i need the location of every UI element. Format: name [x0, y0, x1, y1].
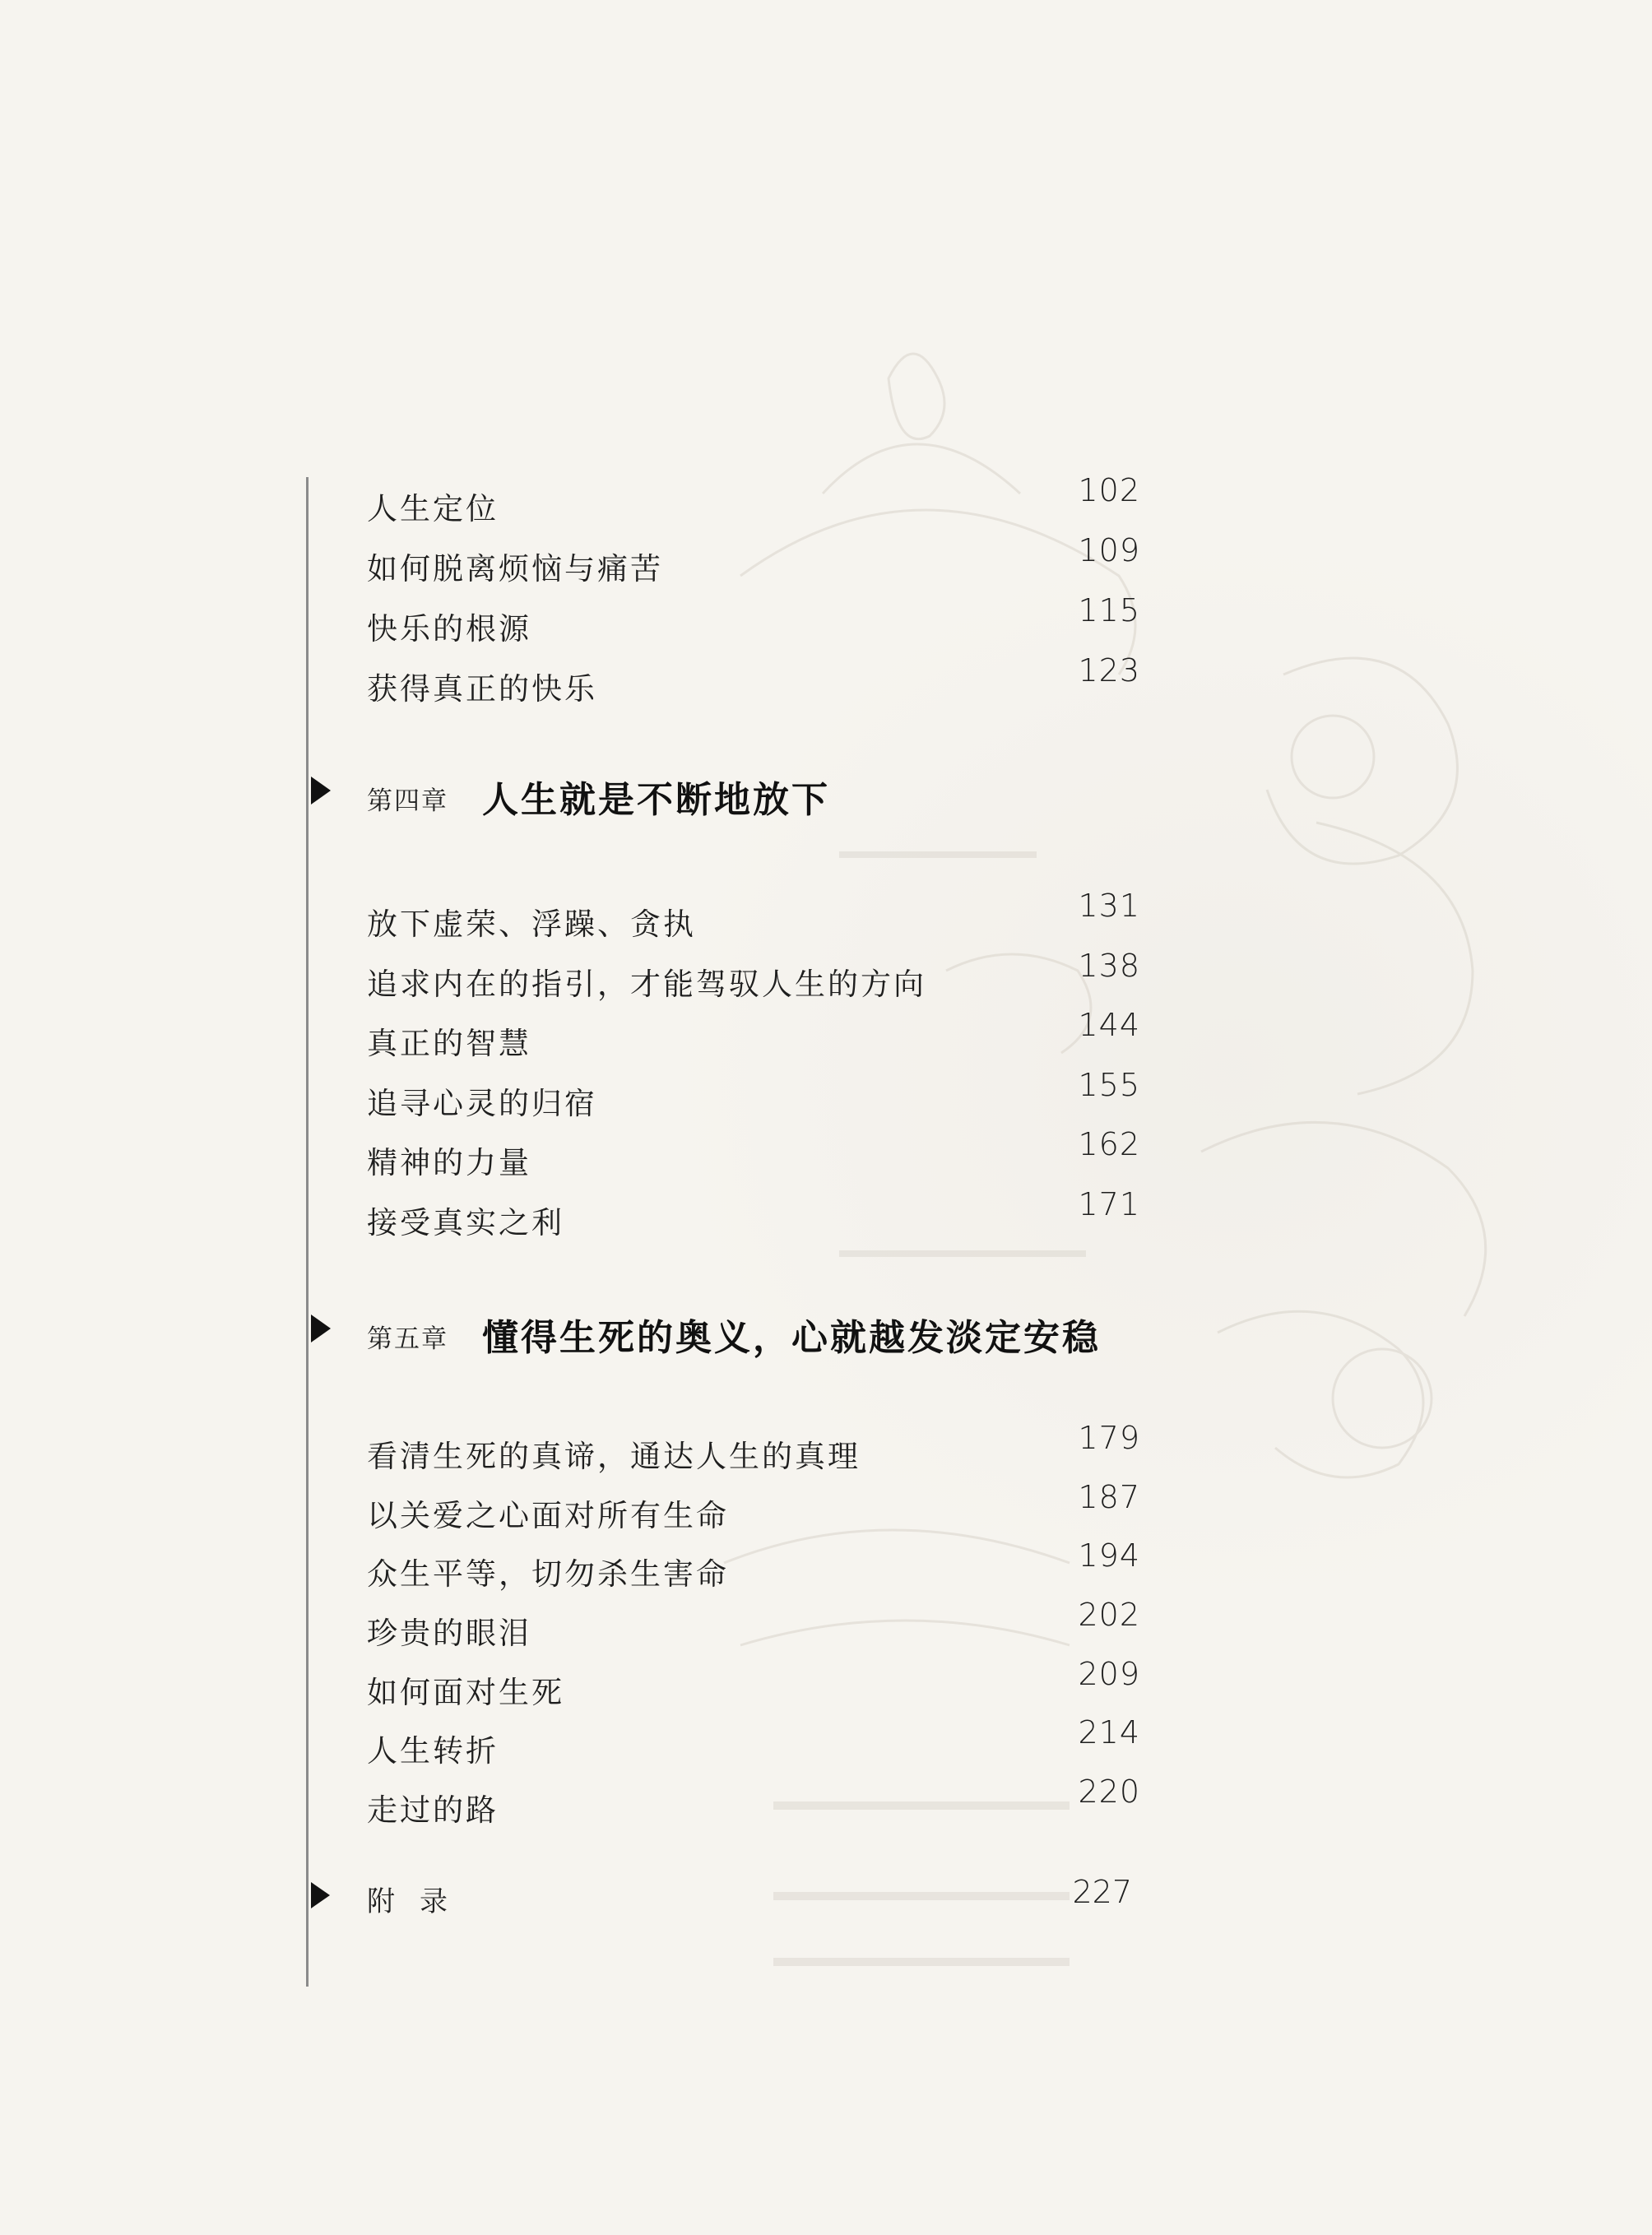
toc-entry-title: 追寻心灵的归宿 [367, 1086, 597, 1121]
toc-entry-title: 人生转折 [367, 1733, 499, 1769]
toc-entry-title: 追求内在的指引，才能驾驭人生的方向 [367, 967, 926, 1002]
toc-entry-title: 以关爱之心面对所有生命 [367, 1498, 729, 1533]
toc-entry-title: 真正的智慧 [367, 1026, 531, 1061]
appendix-entry[interactable] [311, 1874, 1142, 1928]
toc-entry-title: 如何面对生死 [367, 1675, 564, 1710]
toc-entry[interactable] [367, 1007, 1140, 1068]
toc-entry[interactable] [367, 1126, 1140, 1187]
toc-entry[interactable] [367, 1597, 1140, 1658]
chapter-title: 人生就是不断地放下 [482, 779, 830, 821]
toc-entry[interactable] [367, 592, 1140, 653]
toc-entry[interactable] [367, 1774, 1140, 1834]
toc-entry-page: 115 [1078, 592, 1140, 628]
toc-entry-title: 看清生死的真谛，通达人生的真理 [367, 1439, 861, 1474]
toc-entry-page: 155 [1078, 1067, 1140, 1103]
appendix-page: 227 [1072, 1874, 1132, 1910]
toc-entry-page: 123 [1078, 652, 1140, 689]
toc-entry-title: 接受真实之利 [367, 1205, 564, 1240]
triangle-marker-icon [311, 1315, 331, 1342]
toc-entry-page: 144 [1078, 1007, 1140, 1043]
toc-entry-page: 220 [1078, 1774, 1140, 1810]
triangle-marker-icon [311, 1882, 330, 1908]
toc-entry-title: 如何脱离烦恼与痛苦 [367, 551, 663, 587]
toc-entry[interactable] [367, 652, 1140, 713]
toc-entry[interactable] [367, 1656, 1140, 1717]
toc-entry-page: 194 [1078, 1537, 1140, 1574]
toc-entry[interactable] [367, 888, 1140, 948]
toc-entry-page: 179 [1078, 1420, 1140, 1456]
appendix-label: 附录 [367, 1885, 472, 1918]
toc-entry-title: 精神的力量 [367, 1145, 531, 1180]
toc-entry-page: 202 [1078, 1597, 1140, 1633]
vertical-rule [306, 477, 309, 1987]
toc-entry[interactable] [367, 1420, 1140, 1481]
toc-entry-title: 快乐的根源 [367, 611, 531, 647]
toc-entry-page: 209 [1078, 1656, 1140, 1692]
toc-entry-page: 138 [1078, 948, 1140, 984]
toc-entry-title: 走过的路 [367, 1792, 499, 1828]
toc-entry[interactable] [367, 1479, 1140, 1540]
toc-entry-title: 放下虚荣、浮躁、贪执 [367, 907, 696, 942]
triangle-marker-icon [311, 777, 331, 805]
chapter-number: 第五章 [367, 1324, 448, 1354]
toc-entry-title: 珍贵的眼泪 [367, 1616, 531, 1651]
toc-entry[interactable] [367, 532, 1140, 593]
toc-entry-page: 109 [1078, 532, 1140, 568]
toc-entry-title: 人生定位 [367, 491, 499, 526]
toc-entry[interactable] [367, 1186, 1140, 1247]
toc-entry[interactable] [367, 1714, 1140, 1775]
toc-entry-page: 187 [1078, 1479, 1140, 1515]
toc-entry-page: 214 [1078, 1714, 1140, 1750]
chapter-heading-4[interactable] [311, 772, 1134, 837]
toc-entry-page: 102 [1078, 472, 1140, 508]
toc-entry-title: 众生平等，切勿杀生害命 [367, 1556, 729, 1592]
toc-entry[interactable] [367, 472, 1140, 533]
toc-entry-title: 获得真正的快乐 [367, 671, 597, 707]
chapter-title: 懂得生死的奥义，心就越发淡定安稳 [482, 1317, 1101, 1359]
chapter-number: 第四章 [367, 786, 448, 816]
toc-entry-page: 131 [1078, 888, 1140, 924]
toc-entry[interactable] [367, 948, 1140, 1009]
toc-entry[interactable] [367, 1067, 1140, 1128]
toc-entry[interactable] [367, 1537, 1140, 1598]
chapter-heading-5[interactable] [311, 1310, 1134, 1375]
toc-entry-page: 171 [1078, 1186, 1140, 1222]
toc-entry-page: 162 [1078, 1126, 1140, 1162]
